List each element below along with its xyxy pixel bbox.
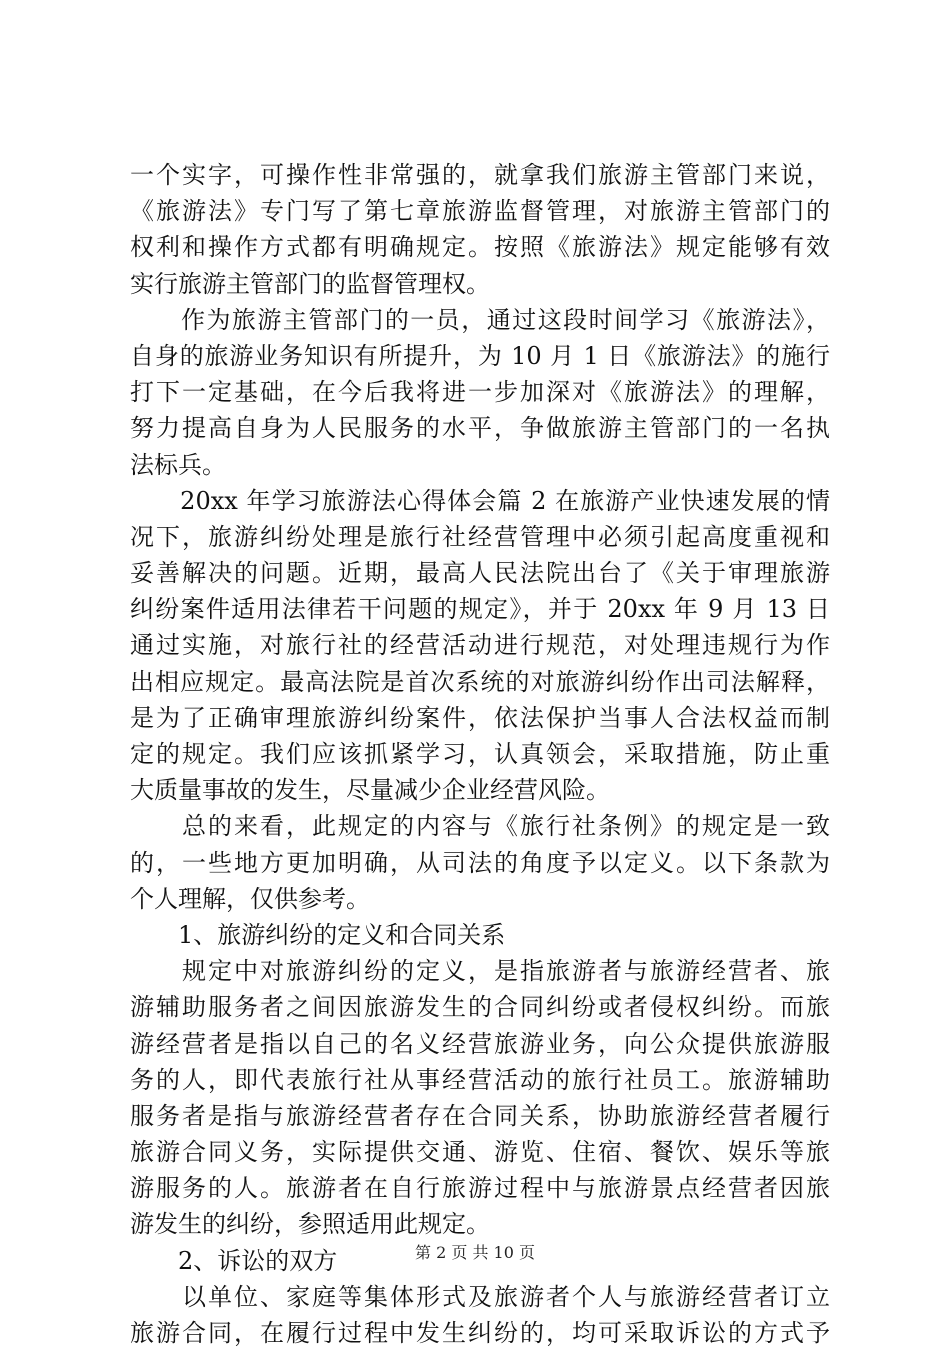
- text-line: 以单位、家庭等集体形式及旅游者个人与旅游经营者订立: [130, 1282, 830, 1311]
- text-line: 20xx 年学习旅游法心得体会篇 2 在旅游产业快速发展的情: [130, 486, 830, 515]
- text-line: 游经营者是指以自己的名义经营旅游业务，向公众提供旅游服: [130, 1029, 830, 1058]
- text-line: 通过实施，对旅行社的经营活动进行规范，对处理违规行为作: [130, 631, 830, 660]
- text-line: 1、旅游纠纷的定义和合同关系: [130, 920, 506, 949]
- text-line: 总的来看，此规定的内容与《旅行社条例》的规定是一致: [130, 812, 830, 841]
- text-line: 纠纷案件适用法律若干问题的规定》，并于 20xx 年 9 月 13 日: [130, 595, 830, 624]
- text-line: 法标兵。: [130, 450, 226, 479]
- text-line: 权利和操作方式都有明确规定。按照《旅游法》规定能够有效: [130, 233, 830, 262]
- text-line: 自身的旅游业务知识有所提升，为 10 月 1 日《旅游法》的施行: [130, 341, 830, 370]
- text-line: 出相应规定。最高法院是首次系统的对旅游纠纷作出司法解释，: [130, 667, 830, 696]
- text-line: 服务者是指与旅游经营者存在合同关系，协助旅游经营者履行: [130, 1101, 830, 1130]
- text-line: 作为旅游主管部门的一员，通过这段时间学习《旅游法》，: [130, 305, 830, 334]
- text-line: 旅游合同，在履行过程中发生纠纷的，均可采取诉讼的方式予: [130, 1319, 830, 1347]
- text-line: 打下一定基础，在今后我将进一步加深对《旅游法》的理解，: [130, 378, 830, 407]
- text-line: 规定中对旅游纠纷的定义，是指旅游者与旅游经营者、旅: [130, 957, 830, 986]
- text-line: 旅游合同义务，实际提供交通、游览、住宿、餐饮、娱乐等旅: [130, 1138, 830, 1167]
- text-line: 的，一些地方更加明确，从司法的角度予以定义。以下条款为: [130, 848, 830, 877]
- text-line: 务的人，即代表旅行社从事经营活动的旅行社员工。旅游辅助: [130, 1065, 830, 1094]
- text-line: 况下，旅游纠纷处理是旅行社经营管理中必须引起高度重视和: [130, 522, 830, 551]
- document-body: [130, 157, 830, 1351]
- text-line: 游辅助服务者之间因旅游发生的合同纠纷或者侵权纠纷。而旅: [130, 993, 830, 1022]
- text-line: 游服务的人。旅游者在自行旅游过程中与旅游景点经营者因旅: [130, 1174, 830, 1203]
- text-line: 实行旅游主管部门的监督管理权。: [130, 269, 490, 298]
- text-line: 努力提高自身为人民服务的水平，争做旅游主管部门的一名执: [130, 414, 830, 443]
- text-line: 游发生的纠纷，参照适用此规定。: [130, 1210, 490, 1239]
- text-line: 个人理解，仅供参考。: [130, 884, 370, 913]
- text-line: 2、诉讼的双方: [130, 1246, 338, 1275]
- page-footer: 第 2 页 共 10 页: [415, 1243, 535, 1262]
- text-line: 《旅游法》专门写了第七章旅游监督管理，对旅游主管部门的: [130, 197, 830, 226]
- text-line: 一个实字，可操作性非常强的，就拿我们旅游主管部门来说，: [130, 161, 830, 189]
- text-line: 大质量事故的发生，尽量减少企业经营风险。: [130, 776, 610, 805]
- text-line: 定的规定。我们应该抓紧学习，认真领会，采取措施，防止重: [130, 740, 830, 768]
- text-line: 妥善解决的问题。近期，最高人民法院出台了《关于审理旅游: [130, 559, 830, 588]
- text-line: 是为了正确审理旅游纠纷案件，依法保护当事人合法权益而制: [130, 703, 830, 732]
